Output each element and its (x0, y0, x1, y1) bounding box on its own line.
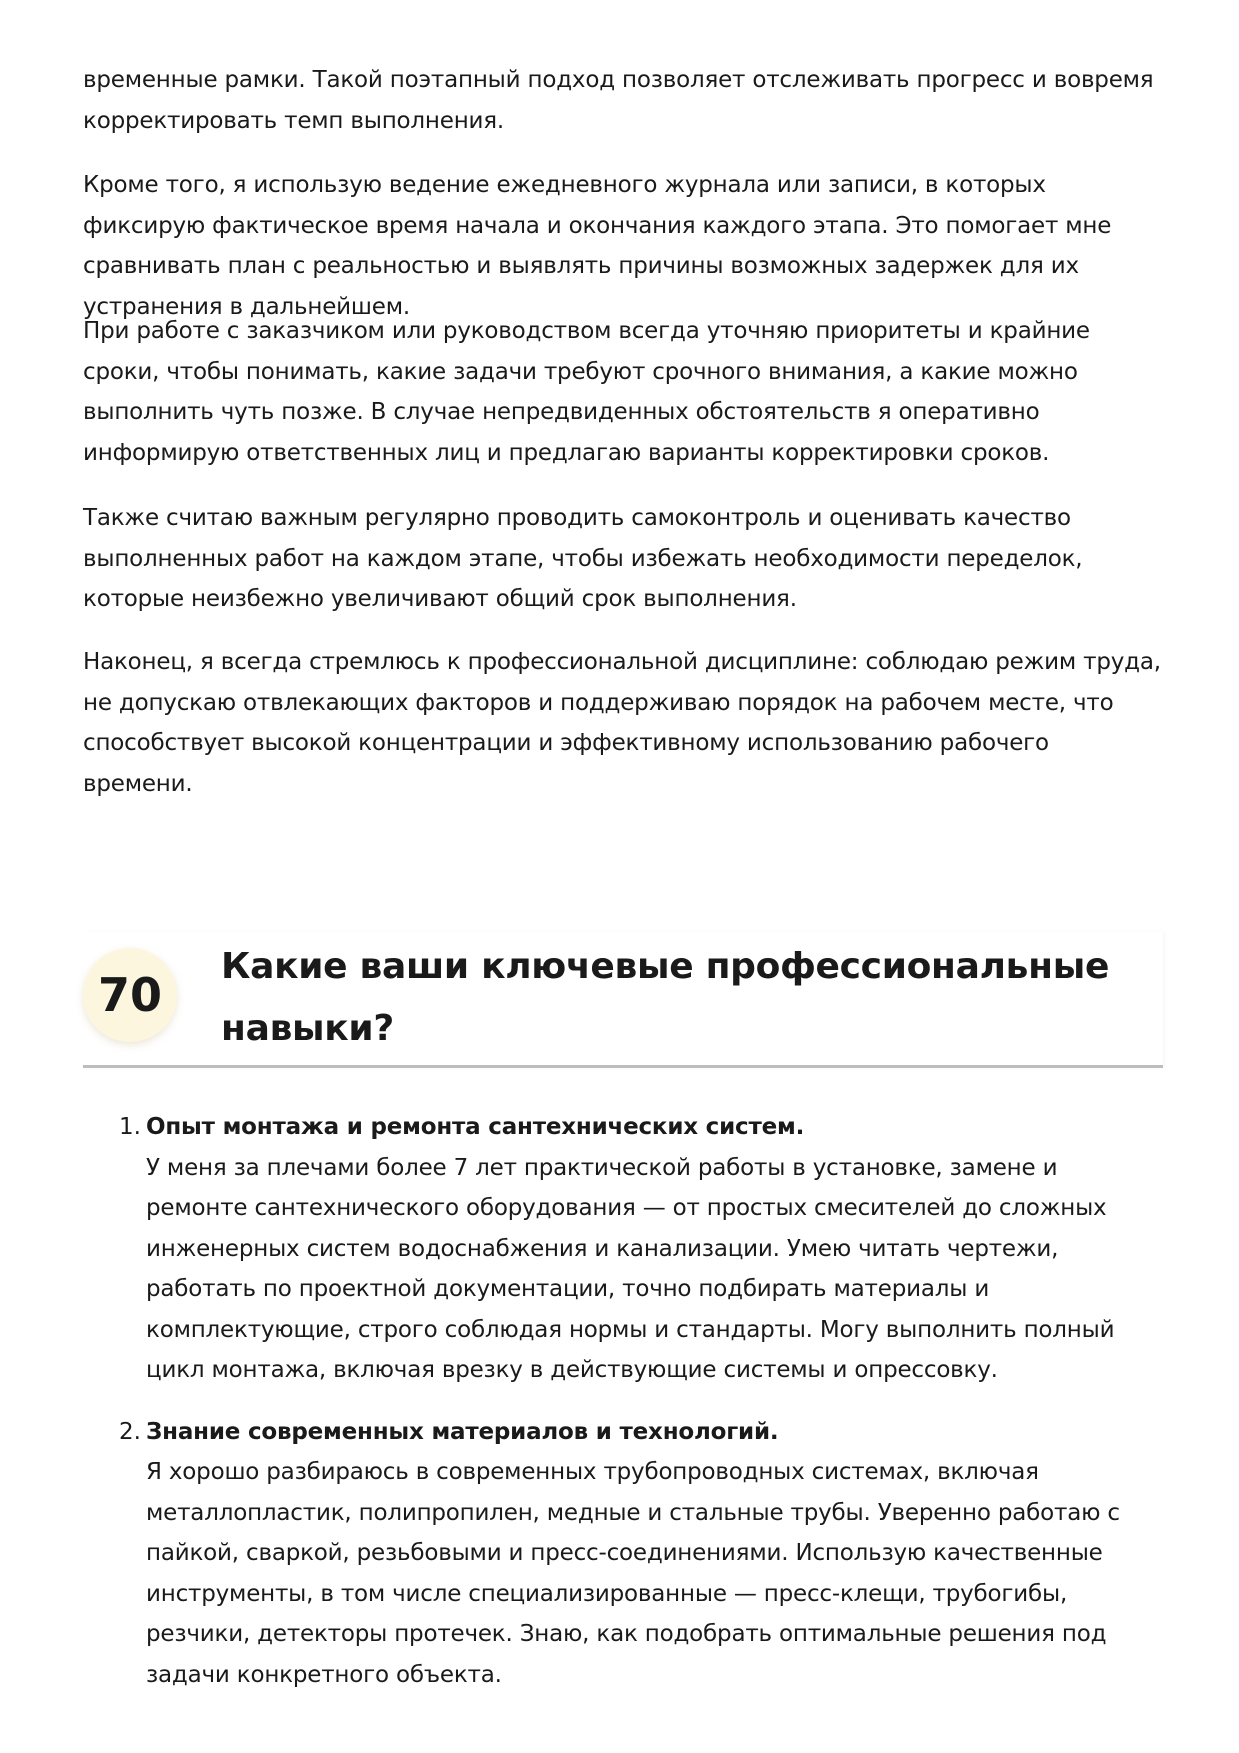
list-item-text: Я хорошо разбираюсь в современных трубопроводных системах, включая металлопластик, полипропилен, медные и стальные трубы. Уверенно работаю с пайкой, сваркой, резьбовыми и пресс-соединениями. Использую качественные инструменты, в том числе специализированные — пресс-клещи, трубогибы, резчики, детекторы протечек. Знаю, как подобрать оптимальные решения под задачи конкретного объекта. (146, 1459, 1120, 1688)
list-item-number: 1. (119, 1114, 141, 1140)
list-item-number: 2. (119, 1418, 141, 1445)
paragraph: Наконец, я всегда стремлюсь к профессиональной дисциплине: соблюдаю режим труда, не допускаю отвлекающих факторов и поддерживаю порядок на рабочем месте, что способствует высокой концентрации и эффективному использованию рабочего времени. (83, 649, 1161, 797)
list-item-title: Знание современных материалов и технологий. (146, 1418, 779, 1445)
question-title: Какие ваши ключевые профессиональные навыки? (221, 946, 1110, 1049)
skills-list (83, 1107, 1163, 1716)
list-item-text: У меня за плечами более 7 лет практической работы в установке, замене и ремонте сантехнического оборудования — от простых смесителей до сложных инженерных систем водоснабжения и канализации. Умею читать чертежи, работать по проектной документации, точно подбирать материалы и комплектующие, строго соблюдая нормы и стандарты. Могу выполнить полный цикл монтажа, включая врезку в действующие системы и опрессовку. (146, 1154, 1115, 1383)
list-item (83, 1412, 1163, 1696)
paragraph: При работе с заказчиком или руководством всегда уточняю приоритеты и крайние сроки, чтобы понимать, какие задачи требуют срочного внимания, а какие можно выполнить чуть позже. В случае непредвиденных обстоятельств я оперативно информирую ответственных лиц и предлагаю варианты корректировки сроков. (83, 318, 1090, 466)
question-header (83, 932, 1163, 1068)
paragraph: Также считаю важным регулярно проводить самоконтроль и оценивать качество выполненных работ на каждом этапе, чтобы избежать необходимости переделок, которые неизбежно увеличивают общий срок выполнения. (83, 505, 1083, 612)
paragraph: временные рамки. Такой поэтапный подход позволяет отслеживать прогресс и вовремя корректировать темп выполнения. (83, 67, 1154, 134)
question-number-badge: 70 (83, 948, 177, 1042)
list-item (83, 1107, 1163, 1391)
paragraph: Кроме того, я использую ведение ежедневного журнала или записи, в которых фиксирую фактическое время начала и окончания каждого этапа. Это помогает мне сравнивать план с реальностью и выявлять причины возможных задержек для их устранения в дальнейшем. (83, 172, 1112, 320)
list-item-title: Опыт монтажа и ремонта сантехнических систем. (146, 1114, 805, 1140)
